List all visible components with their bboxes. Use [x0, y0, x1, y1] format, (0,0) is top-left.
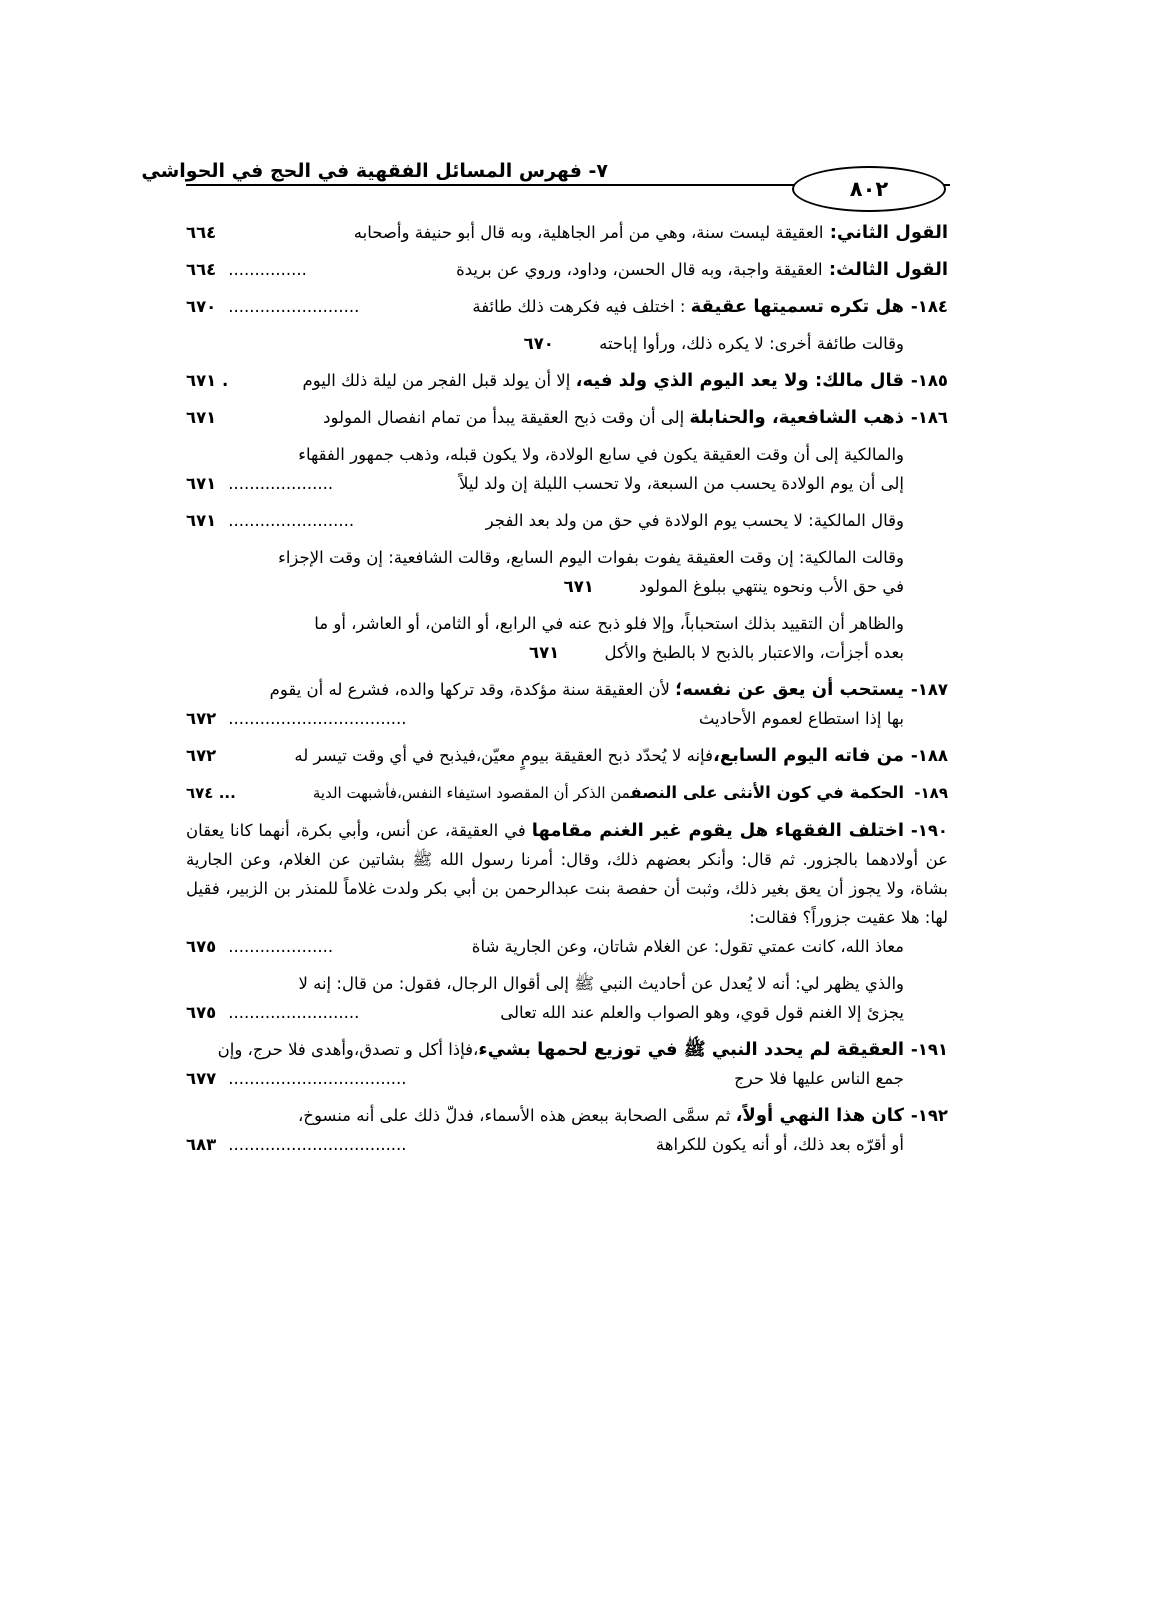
- index-entry: [186, 609, 948, 667]
- entry-page: ٦٦٤: [186, 223, 217, 242]
- entry-text: ،فإذا أكل و تصدق،وأهدى فلا حرج، وإن: [217, 1040, 479, 1059]
- entry-number: ١٨٩-: [914, 784, 948, 802]
- entry-page: ٦٧٠: [186, 297, 217, 316]
- entry-lead: اختلف الفقهاء هل يقوم غير الغنم مقامها: [531, 820, 904, 841]
- entry-lead: ذهب الشافعية، والحنابلة: [689, 407, 904, 428]
- entry-lead: كان هذا النهي أولاً،: [735, 1105, 904, 1126]
- entry-page: ٦٧٠: [523, 334, 554, 353]
- index-entry: [186, 543, 948, 601]
- leader-dots: ....................: [228, 474, 334, 493]
- index-entry: [186, 816, 948, 961]
- entry-page: ٦٧٢: [186, 746, 217, 765]
- entry-text: في العقيقة، عن أنس، وأبي بكرة، أنهما كانا يعقان عن أولادهما بالجزور. ثم قال: وأنكر بعضهم ذلك، وقال: أمرنا رسول الله ﷺ بشاتين عن الغلام، وعن الجارية بشاة، ولا يجوز أن يعق بغير ذلك، وثبت أن حفصة بنت عبدالرحمن بن أبي بكر ولدت غلاماً للمنذر بن الزبير، فقيل لها: هلا عقيت جزوراً؟ فقالت:: [186, 821, 948, 927]
- entry-page: ٦٧١: [186, 511, 217, 530]
- entry-text: وقالت المالكية: إن وقت العقيقة يفوت بفوات اليوم السابع، وقالت الشافعية: إن وقت الإجزاء: [278, 548, 904, 567]
- entry-lead: قال مالك: ولا يعد اليوم الذي ولد فيه،: [575, 370, 904, 391]
- entry-text-continued: في حق الأب ونحوه ينتهي ببلوغ المولود: [639, 577, 904, 596]
- entry-text: والظاهر أن التقييد بذلك استحباباً، وإلا فلو ذبح عنه في الرابع، أو الثامن، أو العاشر، أو ما: [314, 614, 904, 633]
- entry-text: إلى أن وقت ذبح العقيقة يبدأ من تمام انفصال المولود: [323, 408, 690, 427]
- entry-text: لأن العقيقة سنة مؤكدة، وقد تركها والده، فشرع له أن يقوم: [269, 680, 676, 699]
- leader-dots: ........................: [228, 511, 355, 530]
- index-content: [186, 218, 948, 1167]
- index-entry: [186, 440, 948, 498]
- entry-page: ٦٧١: [529, 643, 560, 662]
- entry-page: ٦٧٥: [186, 1003, 217, 1022]
- entry-text-continued: بعده أجزأت، والاعتبار بالذبح لا بالطبخ والأكل: [604, 643, 904, 662]
- leader-dots: .........................: [228, 297, 360, 316]
- index-entry: [186, 969, 948, 1027]
- entry-page: ٦٧٢: [186, 709, 217, 728]
- entry-text-continued: إلى أن يوم الولادة يحسب من السبعة، ولا تحسب الليلة إن ولد ليلاً: [459, 474, 904, 493]
- index-entry: [186, 1101, 948, 1159]
- entry-page: ... ٦٧٤: [186, 784, 236, 802]
- index-entry: [186, 675, 948, 733]
- entry-text: العقيقة واجبة، وبه قال الحسن، وداود، وروي عن بريدة: [456, 260, 823, 279]
- entry-lead: يستحب أن يعق عن نفسه؛: [675, 679, 904, 700]
- entry-lead: العقيقة لم يحدد النبي ﷺ في توزيع لحمها بشيء: [478, 1039, 904, 1060]
- entry-text-continued: يجزئ إلا الغنم قول قوي، وهو الصواب والعلم عند الله تعالى: [500, 1003, 904, 1022]
- leader-dots: ....................: [228, 937, 334, 956]
- leader-dots: ..................................: [228, 709, 407, 728]
- entry-text-continued: بها إذا استطاع لعموم الأحاديث: [698, 709, 904, 728]
- entry-text: وقال المالكية: لا يحسب يوم الولادة في حق من ولد بعد الفجر: [485, 511, 904, 530]
- entry-page: ٦٨٣: [186, 1135, 217, 1154]
- entry-page: ٦٧١: [563, 577, 594, 596]
- entry-text: إلا أن يولد قبل الفجر من ليلة ذلك اليوم: [302, 371, 576, 390]
- entry-text: وقالت طائفة أخرى: لا يكره ذلك، ورأوا إباحته: [599, 334, 904, 353]
- entry-number: ١٩٠-: [910, 821, 948, 840]
- index-entry: [186, 741, 948, 770]
- index-entry: [186, 292, 948, 321]
- entry-lead: القول الثالث:: [822, 259, 948, 280]
- entry-number: ١٨٥-: [910, 371, 948, 390]
- index-entry: [186, 366, 948, 395]
- entry-page: ٦٧١: [186, 474, 217, 493]
- index-entry: [186, 506, 948, 535]
- entry-text-continued: معاذ الله، كانت عمتي تقول: عن الغلام شاتان، وعن الجارية شاة: [471, 937, 904, 956]
- page-number-badge: ٨٠٢: [792, 166, 946, 212]
- entry-lead: من فاته اليوم السابع،: [712, 745, 904, 766]
- index-entry: [186, 403, 948, 432]
- entry-number: ١٩١-: [910, 1040, 948, 1059]
- entry-text-continued: أو أقرّه بعد ذلك، أو أنه يكون للكراهة: [655, 1135, 904, 1154]
- entry-text: ثم سمَّى الصحابة ببعض هذه الأسماء، فدلّ ذلك على أنه منسوخ،: [297, 1106, 736, 1125]
- entry-text: والمالكية إلى أن وقت العقيقة يكون في سابع الولادة، ولا يكون قبله، وذهب جمهور الفقهاء: [298, 445, 904, 464]
- index-entry: [186, 218, 948, 247]
- entry-page: ٦٦٤: [186, 260, 217, 279]
- index-entry: [186, 329, 948, 358]
- entry-text: من الذكر أن المقصود استيفاء النفس،فأشبهت الدية: [312, 784, 631, 802]
- entry-number: ١٨٤-: [910, 297, 948, 316]
- entry-lead: الحكمة في كون الأنثى على النصف: [630, 783, 904, 802]
- entry-page: . ٦٧١: [186, 371, 229, 390]
- entry-number: ١٨٨-: [910, 746, 948, 765]
- index-entry: [186, 778, 948, 808]
- entry-text: فإنه لا يُحدّد ذبح العقيقة بيومٍ معيّن،فيذبح في أي وقت تيسر له: [294, 746, 713, 765]
- entry-lead: القول الثاني:: [823, 222, 948, 243]
- leader-dots: ..................................: [228, 1135, 407, 1154]
- leader-dots: ...............: [228, 260, 307, 279]
- entry-page: ٦٧١: [186, 408, 217, 427]
- header-title: ٧- فهرس المسائل الفقهية في الحج في الحواشي: [141, 160, 608, 182]
- entry-text: العقيقة ليست سنة، وهي من أمر الجاهلية، وبه قال أبو حنيفة وأصحابه: [353, 223, 824, 242]
- index-entry: [186, 255, 948, 284]
- leader-dots: .........................: [228, 1003, 360, 1022]
- index-entry: [186, 1035, 948, 1093]
- entry-number: ١٨٧-: [910, 680, 948, 699]
- entry-text: والذي يظهر لي: أنه لا يُعدل عن أحاديث النبي ﷺ إلى أقوال الرجال، فقول: من قال: إنه لا: [298, 974, 904, 993]
- entry-page: ٦٧٧: [186, 1069, 217, 1088]
- leader-dots: ..................................: [228, 1069, 407, 1088]
- entry-number: ١٨٦-: [910, 408, 948, 427]
- entry-text-continued: جمع الناس عليها فلا حرج: [734, 1069, 904, 1088]
- entry-text: : اختلف فيه فكرهت ذلك طائفة: [472, 297, 691, 316]
- entry-lead: هل تكره تسميتها عقيقة: [690, 296, 904, 317]
- entry-number: ١٩٢-: [910, 1106, 948, 1125]
- entry-page: ٦٧٥: [186, 937, 217, 956]
